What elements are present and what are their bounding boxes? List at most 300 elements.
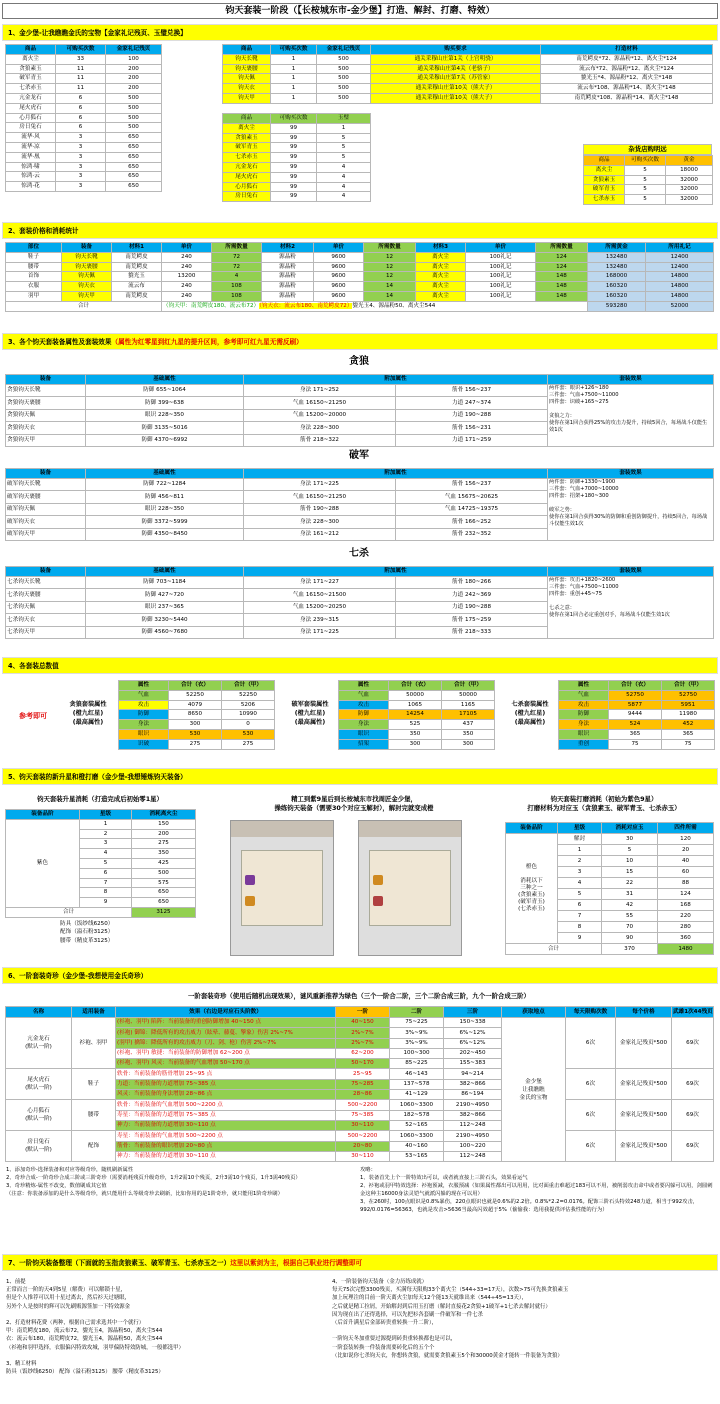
table-cell: 5 bbox=[625, 195, 666, 205]
table-cell: 132480 bbox=[588, 252, 646, 262]
table-cell: 100礼记 bbox=[466, 262, 536, 272]
table-cell: 紫色 bbox=[6, 819, 80, 907]
table-cell: 90 bbox=[602, 933, 658, 944]
table-cell: 69次 bbox=[672, 1018, 714, 1069]
table-cell: 防御 399~638 bbox=[86, 397, 244, 410]
section-4-heading: 4、各套装总数值 bbox=[2, 657, 718, 674]
table-cell: 5 bbox=[317, 153, 371, 163]
table-cell: 6 bbox=[80, 868, 132, 878]
table-cell: 9 bbox=[558, 933, 602, 944]
table-cell: 99 bbox=[271, 162, 317, 172]
table-cell: 通关采穆山庄第10关（熊大子） bbox=[371, 93, 541, 103]
table-cell: 尾火虎石 bbox=[6, 103, 56, 113]
table-cell: 七杀赤玉 bbox=[223, 153, 271, 163]
table-cell: 商品 bbox=[223, 45, 271, 55]
table-cell: 99 bbox=[271, 153, 317, 163]
table-cell: 365 bbox=[662, 729, 715, 739]
table-cell: 99 bbox=[271, 182, 317, 192]
table-row bbox=[584, 195, 713, 205]
table-cell: 防御 3230~5440 bbox=[86, 614, 244, 627]
table-cell: 75 bbox=[609, 739, 662, 749]
table-row bbox=[6, 1131, 714, 1141]
table-cell: 贪狼钧天长靴 bbox=[6, 384, 86, 397]
table-cell: 452 bbox=[662, 720, 715, 730]
table-cell: 离火尘 bbox=[416, 262, 466, 272]
table-cell: 112~248 bbox=[444, 1120, 502, 1130]
table-cell: 筋骨 218~333 bbox=[396, 626, 548, 639]
table-cell: 100~220 bbox=[444, 1141, 502, 1151]
table-cell: 金家礼记残页*500 bbox=[616, 1069, 672, 1100]
table-cell: 350 bbox=[132, 849, 196, 859]
table-cell: 100礼记 bbox=[466, 252, 536, 262]
table-cell: 85~225 bbox=[390, 1059, 444, 1069]
table-cell: 流华·风 bbox=[6, 133, 56, 143]
table-cell: 100 bbox=[106, 54, 162, 64]
table-cell: 气血 14725~19375 bbox=[396, 503, 548, 516]
table-cell: 75~385 bbox=[336, 1110, 390, 1120]
table-cell: 50000 bbox=[442, 690, 495, 700]
table-cell: 75~225 bbox=[390, 1018, 444, 1028]
table-cell: 气血 15200~20250 bbox=[244, 601, 396, 614]
table-cell: 钧天长靴 bbox=[223, 54, 271, 64]
table-cell: 气血 15200~20000 bbox=[244, 409, 396, 422]
table-cell: 首饰 bbox=[6, 272, 62, 282]
table-cell: 眼识 228~350 bbox=[86, 503, 244, 516]
table-cell: 40~160 bbox=[390, 1141, 444, 1151]
table-cell: 52~165 bbox=[390, 1120, 444, 1130]
table-row bbox=[584, 185, 713, 195]
screenshot-unseal-1 bbox=[230, 820, 334, 956]
table-cell: (衫袍、羽甲) 陷阵：当前装备的重创防御增加 40~150 点 bbox=[116, 1018, 336, 1028]
table-cell: 124 bbox=[536, 252, 588, 262]
table-row bbox=[223, 162, 371, 172]
table-cell: 所需数量 bbox=[536, 243, 588, 253]
table-cell: 200 bbox=[132, 829, 196, 839]
table-cell: 575 bbox=[132, 878, 196, 888]
table-cell: 69次 bbox=[672, 1100, 714, 1131]
table-cell: 流华·凉 bbox=[6, 142, 56, 152]
table-cell: 攻击 bbox=[339, 700, 389, 710]
table-cell: 6 bbox=[56, 123, 106, 133]
table-row bbox=[339, 690, 495, 700]
table-cell: 贪狼钧天佩 bbox=[6, 409, 86, 422]
table-cell: 筋骨 218~322 bbox=[244, 434, 396, 447]
table-row bbox=[6, 113, 162, 123]
table-row bbox=[6, 1069, 714, 1079]
table-cell: 3 bbox=[56, 133, 106, 143]
table-cell: 三阶 bbox=[444, 1007, 502, 1018]
table-cell: 86~194 bbox=[444, 1090, 502, 1100]
table-cell: 筋骨 156~237 bbox=[396, 384, 548, 397]
table-cell: 识破 bbox=[119, 739, 169, 749]
table-cell: 基础属性 bbox=[86, 469, 244, 479]
table-cell: 4 bbox=[80, 849, 132, 859]
table-cell: 力道 190~288 bbox=[396, 601, 548, 614]
table-cell: 2%~7% bbox=[336, 1038, 390, 1048]
table-cell: 源晶粉 bbox=[262, 272, 314, 282]
table-cell: 身法 239~315 bbox=[244, 614, 396, 627]
table-row bbox=[223, 64, 371, 74]
table-row bbox=[371, 64, 713, 74]
table-cell: 筋骨 166~252 bbox=[396, 516, 548, 529]
table-cell: 3%~9% bbox=[390, 1038, 444, 1048]
section-5-heading: 5、钧天套装的新升星和橙打磨（金少堡-我想锤炼钧天装备） bbox=[2, 768, 718, 785]
table-cell: 心月狐石 bbox=[6, 113, 56, 123]
table-row bbox=[6, 301, 714, 311]
table-cell: 所用礼记 bbox=[646, 243, 714, 253]
table-cell: 防御 bbox=[339, 710, 389, 720]
table-cell: 108 bbox=[212, 282, 262, 292]
table-cell: 所需数量 bbox=[212, 243, 262, 253]
set-total-table bbox=[558, 680, 715, 750]
table-cell: 鞋子 bbox=[6, 252, 62, 262]
table-cell: 5 bbox=[80, 858, 132, 868]
table-cell: 53~165 bbox=[390, 1151, 444, 1161]
table-cell: 52750 bbox=[662, 690, 715, 700]
table-cell: 身法 bbox=[559, 720, 609, 730]
total-part: （钧天甲：南荒鳄皮180、流云布72） bbox=[163, 302, 260, 309]
table-cell: 二阶 bbox=[390, 1007, 444, 1018]
table-cell: 9600 bbox=[314, 272, 364, 282]
table-cell: 5206 bbox=[222, 700, 275, 710]
set-total-label: 七杀套装属性 (橙九红星) (最高属性) bbox=[511, 701, 549, 726]
table-cell: 力道 242~369 bbox=[396, 589, 548, 602]
table-cell: 46~143 bbox=[390, 1069, 444, 1079]
table-cell: 3 bbox=[56, 162, 106, 172]
table-row bbox=[6, 282, 714, 292]
table-cell: 房日兔石 (默认一阶) bbox=[6, 1131, 72, 1162]
table-cell: 3 bbox=[80, 839, 132, 849]
table-cell: 500 bbox=[106, 123, 162, 133]
cost-table bbox=[5, 242, 714, 312]
table-cell: 防御 456~811 bbox=[86, 491, 244, 504]
table-cell: 房日兔石 bbox=[6, 123, 56, 133]
table-cell: 10 bbox=[602, 856, 658, 867]
table-cell: 4 bbox=[317, 182, 371, 192]
table-cell: 500~2200 bbox=[336, 1131, 390, 1141]
table-cell: 650 bbox=[106, 182, 162, 192]
table-cell: 气血 bbox=[119, 690, 169, 700]
table-cell: 11 bbox=[56, 84, 106, 94]
table-cell: 源晶粉 bbox=[262, 252, 314, 262]
table-row bbox=[6, 907, 196, 917]
table-cell: 500 bbox=[106, 103, 162, 113]
table-row bbox=[223, 133, 371, 143]
table-cell: 貔光玉*4、源晶粉*12、离火尘*148 bbox=[541, 74, 713, 84]
table-cell: 9600 bbox=[314, 262, 364, 272]
table-cell: 200 bbox=[106, 64, 162, 74]
table-cell: 身法 bbox=[339, 720, 389, 730]
table-cell: 材料2 bbox=[262, 243, 314, 253]
table-cell: 筋骨 156~237 bbox=[396, 478, 548, 491]
table-cell: 33 bbox=[56, 54, 106, 64]
table-cell: 离火尘 bbox=[416, 282, 466, 292]
set-total-table bbox=[338, 680, 495, 750]
table-cell: 眼识 228~350 bbox=[86, 409, 244, 422]
table-cell: 6次 bbox=[566, 1069, 616, 1100]
table-cell: 7 bbox=[558, 911, 602, 922]
table-cell: 32000 bbox=[666, 185, 713, 195]
table-cell: 眼识 bbox=[119, 729, 169, 739]
table-cell: 500 bbox=[106, 93, 162, 103]
section-2-heading: 2、套装价格和消耗统计 bbox=[2, 222, 718, 239]
table-cell: 攻击 bbox=[119, 700, 169, 710]
table-cell: 370 bbox=[602, 944, 658, 955]
table-row bbox=[584, 156, 713, 166]
table-row bbox=[119, 690, 275, 700]
table-cell: 275 bbox=[222, 739, 275, 749]
table-cell: 消耗对应玉 bbox=[602, 823, 658, 834]
table-cell: 5 bbox=[602, 845, 658, 856]
table-cell: 500 bbox=[132, 868, 196, 878]
table-row bbox=[6, 567, 714, 577]
table-row bbox=[6, 1100, 714, 1110]
summary-right: 4、一阶装备钧天装备（金力历练成就） 每天75次完整3300残页，买满每天限购33个离火尘（544÷33=17天），次数>75可先换贪狼素玉 加上玩理注的目前一阶天离火尘加每天12个能13天就维出来（544÷45=13天）， 之后就是精工拉屑，开始解封到后用玉打磨（解封直接花2贪狼+1破军+1七杀去解封就行） 因为现在出了还得选择，可以先把衫各套刷一件破军和一件七杀 （后首升满星后金部砖贵重转换一升二阶）， 一阶钧天冬加重要过源提到砖贵重转换都也是可以， 一阶套装转换一件装备需要砖化后的五个个 （比如说你七杀钧天衣，你想转贪狼，就需要贪狼素玉5个和30000黄金才能转一件装备为贪狼） bbox=[332, 1279, 569, 1359]
table-cell: 2%~7% bbox=[336, 1028, 390, 1038]
table-cell: 每个价格 bbox=[616, 1007, 672, 1018]
table-cell: 离火尘 bbox=[416, 252, 466, 262]
table-cell: 22 bbox=[602, 878, 658, 889]
table-cell: 离火尘 bbox=[584, 165, 625, 175]
table-cell: 6次 bbox=[566, 1100, 616, 1131]
table-cell: 商品 bbox=[223, 114, 271, 124]
table-cell: 500 bbox=[317, 54, 371, 64]
table-cell: 贪狼素玉 bbox=[584, 175, 625, 185]
table-cell: 650 bbox=[106, 162, 162, 172]
table-cell: 5 bbox=[625, 175, 666, 185]
set-total-label: 贪狼套装属性 (橙九红星) (最高属性) bbox=[69, 701, 107, 726]
section-6-heading: 6、一阶套装奇珍（金少堡-我想使用金氏奇珍） bbox=[2, 967, 718, 984]
table-cell: 72 bbox=[212, 252, 262, 262]
table-cell: 心月狐石 bbox=[223, 182, 271, 192]
table-row bbox=[119, 681, 275, 691]
table-cell: (羽甲) 擒锦：降低所有的攻击威力（刀、剑、枪）伤害 2%~7% bbox=[116, 1038, 336, 1048]
table-cell: 金家礼记残页*500 bbox=[616, 1131, 672, 1162]
table-cell: 气血 16150~21250 bbox=[244, 491, 396, 504]
table-cell: 240 bbox=[162, 282, 212, 292]
table-cell: 11 bbox=[56, 74, 106, 84]
table-cell: 530 bbox=[222, 729, 275, 739]
table-cell: 破军青玉 bbox=[584, 185, 625, 195]
table-cell: 两件套：眼识+126~180 三件套：气血+7500~11000 四件套：识破+165~275 贪狼之力： 使你在第1回合获得25%的攻击力提升，持续5回合，每场战斗仅能生效1次 bbox=[548, 384, 714, 447]
table-row bbox=[223, 172, 371, 182]
table-cell: 源晶粉 bbox=[262, 282, 314, 292]
table-cell: 500 bbox=[317, 84, 371, 94]
table-cell: 钧天长靴 bbox=[62, 252, 112, 262]
table-cell: 气血 bbox=[559, 690, 609, 700]
table-cell: 黄金 bbox=[666, 156, 713, 166]
table-cell: 星级 bbox=[558, 823, 602, 834]
section-3-heading: 3、各个钧天套装备属性及套装效果（属性为红零星到红九星的提升区间，参考即可红九星无需反刷） bbox=[2, 333, 718, 350]
table-row bbox=[339, 739, 495, 749]
table-cell: 1065 bbox=[389, 700, 442, 710]
table-row bbox=[223, 123, 371, 133]
table-cell: 防御 bbox=[119, 710, 169, 720]
table-cell: 心月狐石 (默认一阶) bbox=[6, 1100, 72, 1131]
table-row bbox=[371, 45, 713, 55]
table-cell: 效果（右边是对应石头阶数） bbox=[116, 1007, 336, 1018]
set-attribute-table bbox=[5, 374, 714, 447]
table-cell: 南荒鳄皮*108、源晶粉*14、离火尘*148 bbox=[541, 93, 713, 103]
star-cost-caption: 钧天套装升星消耗（打造完成后初始零1星） bbox=[37, 795, 163, 803]
table-cell: 4 bbox=[317, 172, 371, 182]
table-row bbox=[559, 690, 715, 700]
table-cell: 七杀钧天衣 bbox=[6, 614, 86, 627]
table-cell: 200 bbox=[106, 74, 162, 84]
table-cell: 装备品阶 bbox=[506, 823, 558, 834]
table-cell: 275 bbox=[169, 739, 222, 749]
table-cell: 28~86 bbox=[336, 1090, 390, 1100]
table-cell: 合计（甲） bbox=[442, 681, 495, 691]
table-cell: 金家礼记残页*500 bbox=[616, 1100, 672, 1131]
table-row bbox=[6, 182, 162, 192]
table-cell: 32000 bbox=[666, 175, 713, 185]
table-cell: 155~383 bbox=[444, 1059, 502, 1069]
table-cell: 150~338 bbox=[444, 1018, 502, 1028]
table-cell: 房日兔石 bbox=[223, 192, 271, 202]
table-cell: 1060~3300 bbox=[390, 1131, 444, 1141]
table-cell: 惊鸿·啸 bbox=[6, 162, 56, 172]
table-cell: 148 bbox=[536, 282, 588, 292]
table-cell: 9600 bbox=[314, 291, 364, 301]
table-cell: 神力：当前装备的力道增加 30~110 点 bbox=[116, 1120, 336, 1130]
table-row bbox=[6, 576, 714, 589]
table-row bbox=[339, 729, 495, 739]
table-cell: 2190~4950 bbox=[444, 1100, 502, 1110]
table-cell: 筋骨 232~352 bbox=[396, 528, 548, 541]
table-cell: 94~214 bbox=[444, 1069, 502, 1079]
table-cell: 通关采穆山庄第1关（上官明骁） bbox=[371, 54, 541, 64]
table-row bbox=[6, 252, 714, 262]
table-cell: 一阶 bbox=[336, 1007, 390, 1018]
table-cell: 筋骨：当前装备的眼识增加 20~80 点 bbox=[116, 1141, 336, 1151]
table-cell: 筋骨 190~288 bbox=[244, 503, 396, 516]
table-cell: 5877 bbox=[609, 700, 662, 710]
table-cell: 14254 bbox=[389, 710, 442, 720]
table-cell: 钧天裹腰 bbox=[223, 64, 271, 74]
table-row bbox=[6, 123, 162, 133]
set-attribute-table bbox=[5, 566, 714, 639]
star-cost-table bbox=[5, 809, 196, 918]
table-cell: 168 bbox=[658, 900, 714, 911]
table-cell: 破军钧天裹腰 bbox=[6, 491, 86, 504]
table-row bbox=[223, 45, 371, 55]
table-cell: 装备 bbox=[62, 243, 112, 253]
table-cell: 身法 171~227 bbox=[244, 576, 396, 589]
table-cell: 所需黄金 bbox=[588, 243, 646, 253]
table-cell: 5 bbox=[317, 133, 371, 143]
polish-caption: 钧天套装打磨消耗（初始为紫色9星） 打磨材料为对应玉（贪狼素玉、破军青玉、七杀赤玉） bbox=[527, 795, 681, 812]
jade-exchange-table bbox=[222, 113, 371, 202]
table-cell: 打造材料 bbox=[541, 45, 713, 55]
table-cell: 6%~12% bbox=[444, 1038, 502, 1048]
table-cell: 贪狼钧天裹腰 bbox=[6, 397, 86, 410]
table-cell: 3 bbox=[56, 172, 106, 182]
table-row bbox=[6, 375, 714, 385]
table-cell: 材料3 bbox=[416, 243, 466, 253]
table-cell: 382~866 bbox=[444, 1079, 502, 1089]
table-cell: 防御 3135~5016 bbox=[86, 422, 244, 435]
table-row bbox=[584, 175, 713, 185]
table-row bbox=[506, 823, 714, 834]
table-row bbox=[6, 142, 162, 152]
table-cell: 防御 655~1064 bbox=[86, 384, 244, 397]
table-cell: 202~450 bbox=[444, 1048, 502, 1058]
table-row bbox=[559, 700, 715, 710]
table-row bbox=[371, 84, 713, 94]
table-row bbox=[559, 739, 715, 749]
table-cell: 650 bbox=[132, 888, 196, 898]
curio-notes-right: 攻略： 1、装备首先上个一阶特效出可以，或者就直接上三阶石头，效果看运气 2、衫袍或羽甲特效选择：衫袍预减，衣服预减（如果属性都出可以用用，比对面重击难超过183可以不用，被削弱攻击命中或者要闪躲可以用，剑圆刺金这种主16000身法灵铠气就派闪躲的现在可以用） 3、在260时，100点眼识是0.8%暴伤，220点眼识也就是0.6%的2.2倍。0.8%*2.2=0.0176。配饰三阶石头特效248力道，相当于992攻击，992/0.0176=56363，也就是攻击>5636当最高闪效超于5%（偷偷我：选用我提供评估我性能的行为） bbox=[360, 1167, 713, 1213]
table-cell: 合计（衣） bbox=[389, 681, 442, 691]
table-cell: 钧天甲 bbox=[223, 93, 271, 103]
table-cell: 4 bbox=[212, 272, 262, 282]
table-cell: 650 bbox=[106, 172, 162, 182]
table-row bbox=[6, 93, 162, 103]
table-cell: 99 bbox=[271, 172, 317, 182]
table-cell: 商品 bbox=[584, 156, 625, 166]
table-cell: 寿星：当前装备的气血增加 500~2200 点 bbox=[116, 1131, 336, 1141]
table-row bbox=[223, 143, 371, 153]
table-cell: 70 bbox=[602, 922, 658, 933]
table-cell: 眼识 bbox=[339, 729, 389, 739]
table-row bbox=[506, 944, 714, 955]
table-cell: 气血 15675~20625 bbox=[396, 491, 548, 504]
table-row bbox=[6, 172, 162, 182]
table-cell: 7 bbox=[80, 878, 132, 888]
table-cell: 防御 4560~7680 bbox=[86, 626, 244, 639]
table-cell: 防御 427~720 bbox=[86, 589, 244, 602]
table-cell: 6 bbox=[56, 93, 106, 103]
table-cell: 神力：当前装备的力道增加 30~110 点 bbox=[116, 1151, 336, 1161]
table-cell: 137~578 bbox=[390, 1079, 444, 1089]
table-cell: 破军钧天衣 bbox=[6, 516, 86, 529]
table-cell: 金家礼记残页 bbox=[106, 45, 162, 55]
table-cell: 220 bbox=[658, 911, 714, 922]
table-cell: 40 bbox=[658, 856, 714, 867]
table-cell: 2190~4950 bbox=[444, 1131, 502, 1141]
shop-ticket-table bbox=[5, 44, 162, 192]
table-cell: 3 bbox=[56, 182, 106, 192]
table-cell: 40~150 bbox=[336, 1018, 390, 1028]
table-row bbox=[119, 700, 275, 710]
table-cell: 衫袍、羽甲 bbox=[72, 1018, 116, 1069]
table-cell: 12 bbox=[364, 272, 416, 282]
table-cell: 基础属性 bbox=[86, 567, 244, 577]
table-cell: 适用装备 bbox=[72, 1007, 116, 1018]
table-row bbox=[559, 710, 715, 720]
table-cell: 200 bbox=[106, 84, 162, 94]
table-cell: 七杀钧天甲 bbox=[6, 626, 86, 639]
table-row bbox=[6, 272, 714, 282]
table-cell: 防御 3372~5999 bbox=[86, 516, 244, 529]
table-cell: 2 bbox=[558, 856, 602, 867]
table-row bbox=[6, 469, 714, 479]
table-cell: 筋骨 175~259 bbox=[396, 614, 548, 627]
table-row bbox=[6, 133, 162, 143]
table-cell: 14 bbox=[364, 282, 416, 292]
grocery-caption: 杂货店购明远 bbox=[583, 144, 712, 155]
table-cell: 69次 bbox=[672, 1069, 714, 1100]
table-cell: 10990 bbox=[222, 710, 275, 720]
table-row bbox=[6, 291, 714, 301]
table-row bbox=[119, 720, 275, 730]
table-cell: 离火尘 bbox=[416, 291, 466, 301]
table-cell: 七杀赤玉 bbox=[6, 84, 56, 94]
table-cell: 身法 161~212 bbox=[244, 528, 396, 541]
table-cell: 七杀赤玉 bbox=[584, 195, 625, 205]
table-cell: 合计 bbox=[6, 907, 132, 917]
